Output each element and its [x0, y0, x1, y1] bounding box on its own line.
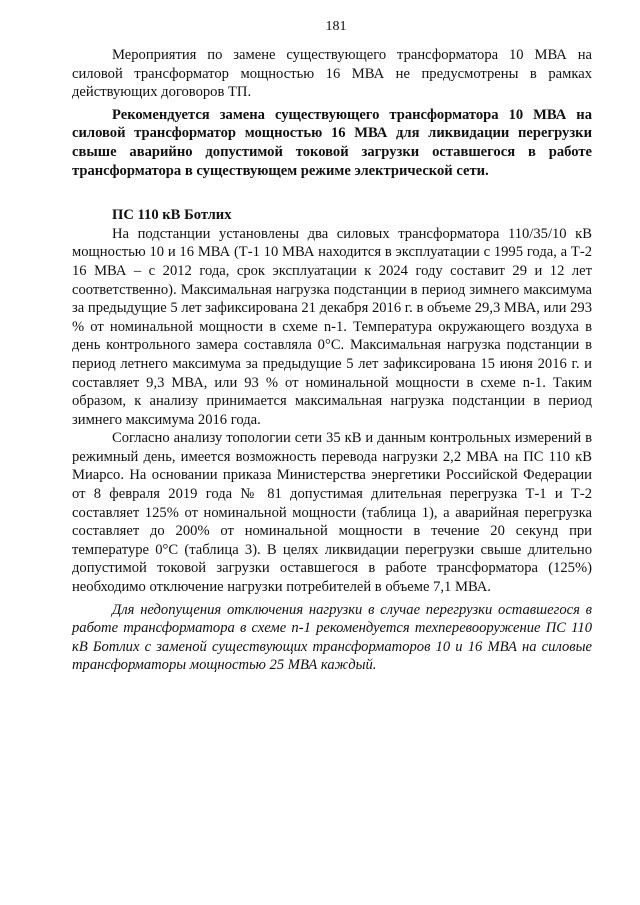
paragraph-recommendation-bold: Рекомендуется замена существующего трансформатора 10 МВА на силовой трансформатор мощностью 16 МВА для ликвидации перегрузки свыше аварийно допустимой токовой загрузки оставшегося в работе трансформатора в существующем режиме электрической сети. [72, 106, 592, 179]
paragraph-recommendation-italic: Для недопущения отключения нагрузки в случае перегрузки оставшегося в работе трансформатора в схеме n-1 рекомендуется техперевооружение ПС 110 кВ Ботлих с заменой существующих трансформаторов 10 и 16 МВА на силовые трансформаторы мощностью 25 МВА каждый. [72, 601, 592, 674]
section-heading-botlikh: ПС 110 кВ Ботлих [112, 207, 232, 224]
page-number: 181 [325, 19, 347, 34]
paragraph-substation-description: На подстанции установлены два силовых трансформатора 110/35/10 кВ мощностью 10 и 16 МВА (Т-1 10 МВА находится в эксплуатации с 1995 года, а Т-2 16 МВА – с 2012 года, срок эксплуатации к 2024 году составит 29 и 12 лет соответственно). Максимальная нагрузка подстанции в период зимнего максимума за предыдущие 5 лет зафиксирована 21 декабря 2016 г. в объеме 29,3 МВА, или 293 % от номинальной мощности в схеме n-1. Температура окружающего воздуха в день контрольного замера составляла 0°С. Максимальная нагрузка подстанции в период летнего максимума за предыдущие 5 лет зафиксирована 15 июня 2016 г. и составляет 9,3 МВА, или 93 % от номинальной мощности в схеме n-1. Таким образом, к анализу принимается максимальная нагрузка подстанции в период зимнего максимума 2016 года. [72, 225, 592, 428]
paragraph-no-measures: Мероприятия по замене существующего трансформатора 10 МВА на силовой трансформатор мощностью 16 МВА не предусмотрены в рамках действующих договоров ТП. [72, 47, 592, 101]
paragraph-topology-analysis: Согласно анализу топологии сети 35 кВ и данным контрольных измерений в режимный день, имеется возможность перевода нагрузки 2,2 МВА на ПС 110 кВ Миарсо. На основании приказа Министерства энергетики Российской Федерации от 8 февраля 2019 года № 81 допустимая длительная перегрузка Т-1 и Т-2 составляет 125% от номинальной мощности (таблица 1), а аварийная перегрузка составляет до 200% от номинальной мощности в течение 20 секунд при температуре 0°С (таблица 3). В целях ликвидации перегрузки свыше длительно допустимой токовой загрузки оставшегося в работе трансформатора (125%) необходимо отключение нагрузки потребителей в объеме 7,1 МВА. [72, 430, 592, 596]
document-page [72, 18, 592, 675]
